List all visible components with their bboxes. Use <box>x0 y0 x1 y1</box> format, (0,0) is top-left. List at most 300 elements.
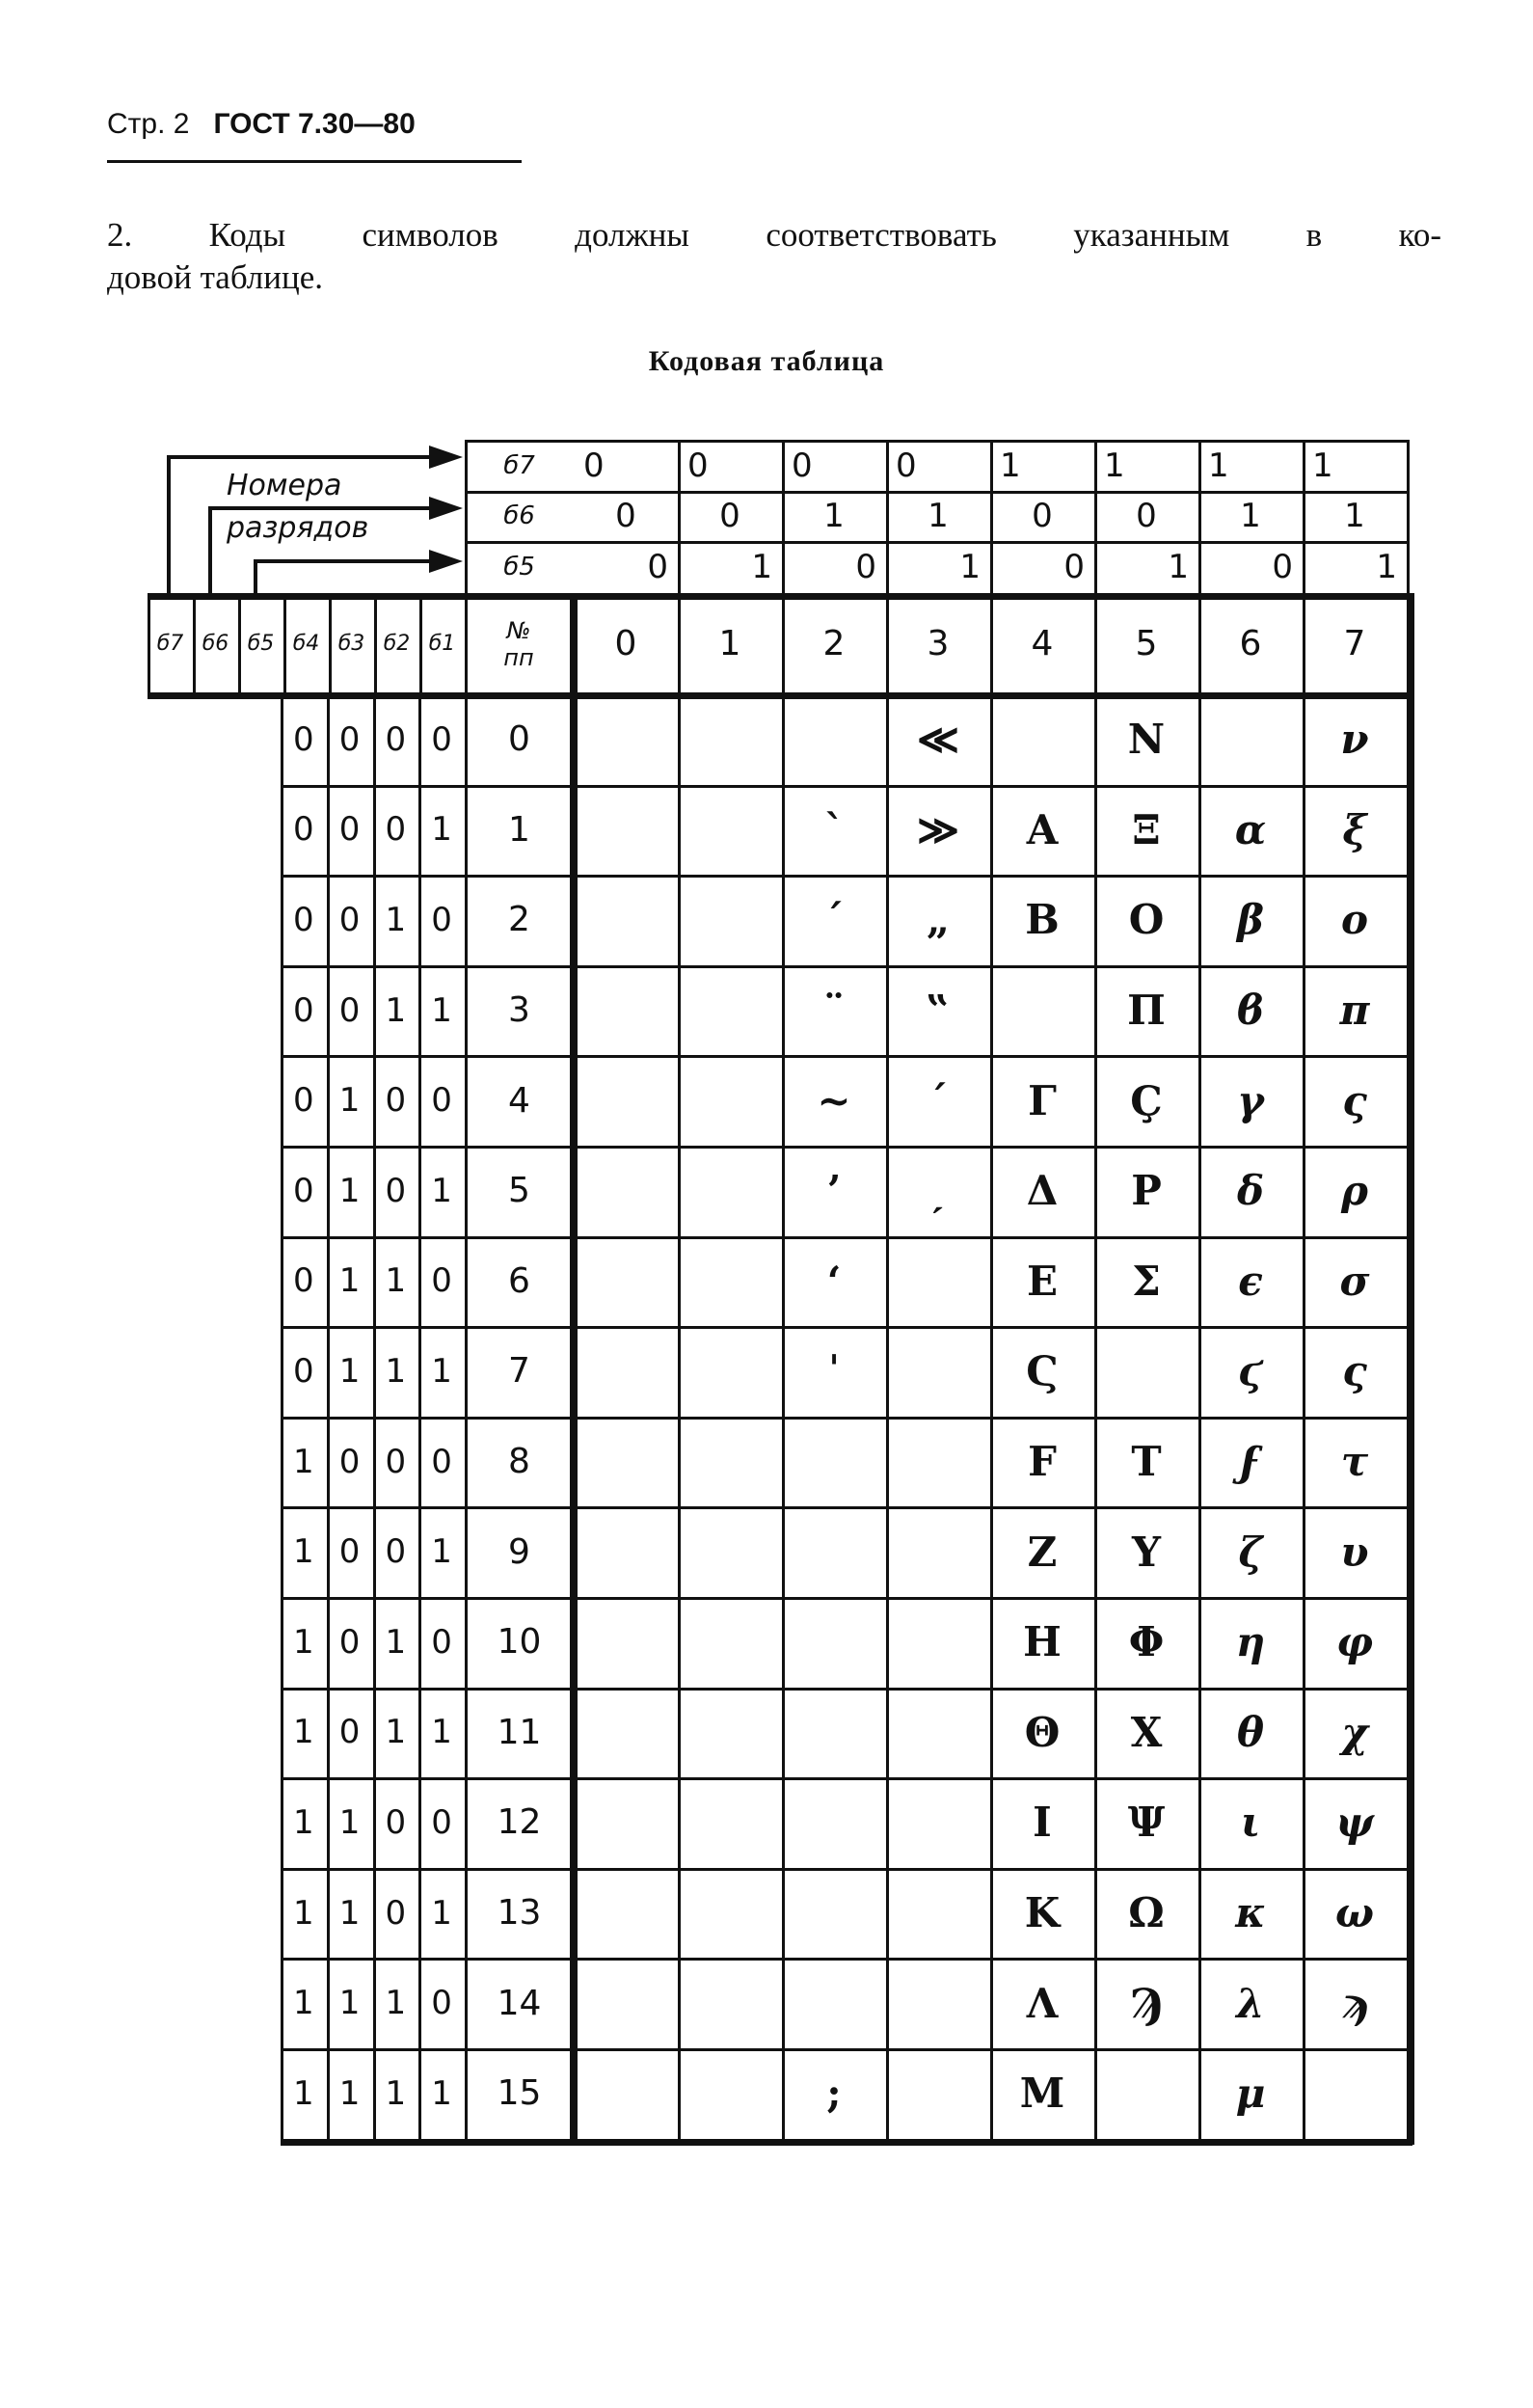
code-cell: ‘ <box>826 1257 842 1305</box>
bit-value-b5: 0 <box>1063 548 1085 586</box>
row-number: 12 <box>497 1802 542 1843</box>
code-cell: Ο <box>1128 896 1165 944</box>
row-number: 3 <box>508 990 530 1031</box>
grid-line <box>990 440 993 2139</box>
grid-line <box>148 593 1412 600</box>
code-cell: ς <box>1342 1076 1367 1124</box>
row-bit: 0 <box>385 1893 407 1933</box>
row-bit: 1 <box>293 1442 314 1481</box>
bit-value-b5: 0 <box>647 548 668 586</box>
code-cell <box>678 1868 782 1959</box>
row-bit: 1 <box>431 1532 452 1572</box>
code-cell <box>678 1506 782 1597</box>
code-cell: Χ <box>1130 1708 1163 1756</box>
row-bit: 1 <box>293 1713 314 1752</box>
code-cell: ~ <box>817 1076 851 1124</box>
code-cell: ς <box>1342 1347 1367 1395</box>
row-bit: 1 <box>431 1351 452 1391</box>
code-cell: Θ <box>1024 1708 1061 1756</box>
code-cell: υ <box>1340 1528 1369 1576</box>
code-cell <box>886 1236 990 1327</box>
column-header: 4 <box>1031 624 1054 663</box>
code-cell: ϛ <box>1238 1347 1263 1395</box>
grid-line <box>281 1236 1407 1239</box>
bit-value-b5: 1 <box>751 548 772 586</box>
code-cell: Μ <box>1019 2070 1065 2118</box>
row-bit: 1 <box>293 1984 314 2023</box>
grid-line <box>281 1958 1407 1961</box>
code-cell: ο <box>1340 896 1368 944</box>
row-bit: 0 <box>293 900 314 939</box>
grid-line <box>281 1688 1407 1691</box>
row-bit: 1 <box>431 1713 452 1752</box>
code-cell <box>782 1597 886 1688</box>
bit-label-b7: б7 <box>503 450 535 480</box>
row-bit: 0 <box>431 1984 452 2023</box>
row-bit: 1 <box>293 1893 314 1933</box>
code-cell <box>574 1417 678 1507</box>
row-number: 8 <box>508 1442 530 1482</box>
code-cell <box>886 1868 990 1959</box>
row-bit: 1 <box>385 2073 407 2113</box>
row-bit: 1 <box>293 1622 314 1662</box>
row-bit: 1 <box>293 1532 314 1572</box>
row-bit: 0 <box>385 1442 407 1481</box>
grid-line <box>465 440 468 2145</box>
column-header: 0 <box>614 624 637 663</box>
row-bit: 1 <box>431 810 452 850</box>
row-bit: 0 <box>293 990 314 1030</box>
row-bit: 0 <box>338 719 361 759</box>
row-bit: 1 <box>385 1984 407 2023</box>
row-number: 0 <box>508 719 530 760</box>
grid-line <box>465 541 1407 544</box>
row-bit: 0 <box>385 719 407 759</box>
code-cell: „ <box>926 896 951 944</box>
column-header: 7 <box>1343 624 1366 663</box>
code-cell <box>782 1868 886 1959</box>
code-cell: Ϡ <box>1130 1979 1163 2027</box>
legend-line-2: разрядов <box>227 511 369 545</box>
grid-line <box>418 694 421 2139</box>
standard-number: ГОСТ 7.30—80 <box>213 108 416 140</box>
code-cell: F <box>1028 1438 1057 1486</box>
row-bit: 0 <box>385 810 407 850</box>
row-bit: 0 <box>431 1442 452 1481</box>
row-bit: 1 <box>338 2073 361 2113</box>
row-bit: 0 <box>431 1802 452 1842</box>
bit-value-b5: 1 <box>959 548 981 586</box>
code-cell: Ε <box>1026 1257 1058 1305</box>
bit-value-b7: 0 <box>792 446 813 485</box>
grid-line <box>281 2139 1412 2146</box>
row-bit: 1 <box>338 1802 361 1842</box>
code-cell: Ι <box>1033 1799 1052 1847</box>
code-cell: Φ <box>1128 1618 1165 1666</box>
row-bit: 0 <box>385 1171 407 1210</box>
row-bit: 0 <box>293 1081 314 1121</box>
code-cell: Η <box>1023 1618 1062 1666</box>
code-cell: τ <box>1340 1438 1369 1486</box>
code-cell: ; <box>826 2070 842 2118</box>
grid-line <box>329 593 332 697</box>
code-cell <box>782 1417 886 1507</box>
code-cell <box>678 1417 782 1507</box>
code-cell: Ç <box>1130 1076 1163 1124</box>
row-bit: 0 <box>385 1802 407 1842</box>
code-cell <box>886 1326 990 1417</box>
row-bit: 1 <box>385 1713 407 1752</box>
code-cell: β <box>1237 896 1264 944</box>
grid-line <box>281 1417 1407 1420</box>
grid-line <box>281 785 1407 788</box>
code-cell: ≫ <box>917 805 959 853</box>
code-cell: ˊ <box>928 1076 949 1124</box>
header-bit-b2: б2 <box>383 632 411 656</box>
grid-line <box>570 593 578 2145</box>
grid-line <box>1407 593 1414 2145</box>
code-cell <box>678 1777 782 1868</box>
code-cell <box>678 965 782 1056</box>
row-bit: 1 <box>431 2073 452 2113</box>
column-header: 3 <box>927 624 950 663</box>
bit-value-b6: 1 <box>928 497 949 535</box>
code-cell: α <box>1234 805 1267 853</box>
grid-line <box>238 593 241 697</box>
code-cell: κ <box>1235 1889 1266 1937</box>
code-cell <box>1303 2048 1407 2139</box>
code-cell <box>990 965 1094 1056</box>
code-cell <box>678 1597 782 1688</box>
row-number: 4 <box>508 1080 530 1121</box>
code-cell <box>886 1506 990 1597</box>
grid-line <box>281 1597 1407 1600</box>
row-bit: 0 <box>431 719 452 759</box>
code-cell: μ <box>1235 2070 1266 2118</box>
code-cell: ˈ <box>828 1347 840 1395</box>
row-bit: 1 <box>431 990 452 1030</box>
column-header: 6 <box>1239 624 1262 663</box>
code-cell <box>574 1146 678 1236</box>
code-cell: ω <box>1335 1889 1374 1937</box>
row-number: 2 <box>508 900 530 940</box>
grid-line <box>1198 440 1201 2139</box>
grid-line <box>281 1506 1407 1509</box>
row-bit: 0 <box>338 1532 361 1572</box>
grid-line <box>419 593 422 697</box>
row-bit: 0 <box>431 1261 452 1301</box>
bit-value-b7: 1 <box>1208 446 1229 485</box>
grid-line <box>327 694 330 2139</box>
code-cell: ≪ <box>917 716 959 764</box>
grid-line <box>148 692 1412 699</box>
paragraph-line-2: довой таблице. <box>107 258 323 296</box>
bit-value-b7: 0 <box>583 446 605 485</box>
row-bit: 1 <box>338 1261 361 1301</box>
code-cell: Ρ <box>1131 1167 1162 1215</box>
code-cell: ν <box>1340 716 1369 764</box>
code-cell: γ <box>1237 1076 1264 1124</box>
bit-value-b7: 1 <box>1312 446 1333 485</box>
row-bit: 0 <box>385 1081 407 1121</box>
code-cell: Δ <box>1026 1167 1059 1215</box>
code-cell <box>574 1777 678 1868</box>
code-cell: Ξ <box>1132 805 1161 853</box>
grid-line <box>1407 440 1410 594</box>
bit-value-b5: 0 <box>855 548 876 586</box>
row-bit: 1 <box>293 1802 314 1842</box>
arrowhead-icon <box>429 446 463 469</box>
row-bit: 0 <box>431 900 452 939</box>
grid-line <box>1094 440 1097 2139</box>
row-bit: 0 <box>338 1622 361 1662</box>
grid-line <box>148 593 150 697</box>
row-bit: 1 <box>385 900 407 939</box>
row-bit: 1 <box>385 1261 407 1301</box>
bit-value-b6: 0 <box>719 497 740 535</box>
code-cell <box>574 1868 678 1959</box>
code-cell: ϐ <box>1236 987 1264 1035</box>
code-cell <box>574 1688 678 1778</box>
code-cell: Ν <box>1127 716 1166 764</box>
code-cell: λ <box>1236 1979 1265 2027</box>
code-cell <box>574 1055 678 1146</box>
code-cell: Υ <box>1132 1528 1161 1576</box>
row-number: 13 <box>497 1893 542 1934</box>
code-cell: Ϛ <box>1026 1347 1059 1395</box>
bit-value-b7: 0 <box>896 446 917 485</box>
row-bit: 0 <box>338 1713 361 1752</box>
code-cell: ϝ <box>1239 1438 1262 1486</box>
code-cell: η <box>1235 1618 1266 1666</box>
row-bit: 0 <box>431 1081 452 1121</box>
code-cell <box>886 2048 990 2139</box>
code-cell: ψ <box>1335 1799 1374 1847</box>
code-cell: ˊ <box>823 896 845 944</box>
row-bit: 1 <box>431 1171 452 1210</box>
bit-value-b7: 0 <box>687 446 709 485</box>
code-cell: ’ <box>826 1167 842 1215</box>
bit-value-b6: 1 <box>823 497 845 535</box>
row-bit: 0 <box>338 1442 361 1481</box>
legend-line-1: Номера <box>227 469 342 502</box>
row-bit: 1 <box>385 1622 407 1662</box>
arrowhead-icon <box>429 497 463 520</box>
grid-line <box>193 593 196 697</box>
code-cell <box>678 1055 782 1146</box>
header-bit-b1: б1 <box>428 632 456 656</box>
row-bit: 0 <box>338 990 361 1030</box>
row-bit: 0 <box>293 1171 314 1210</box>
code-cell <box>782 1688 886 1778</box>
code-cell <box>886 1417 990 1507</box>
grid-line <box>281 1777 1407 1780</box>
code-cell <box>782 694 886 785</box>
column-header: 5 <box>1135 624 1158 663</box>
row-number: 15 <box>497 2073 542 2114</box>
code-cell <box>574 1506 678 1597</box>
row-bit: 0 <box>293 810 314 850</box>
code-cell: ‟ <box>926 987 951 1035</box>
code-cell: Π <box>1127 987 1166 1035</box>
row-bit: 0 <box>338 810 361 850</box>
grid-line <box>281 1868 1407 1871</box>
paragraph-line-1: 2. Коды символов должны соответствовать указанным в ко- <box>107 216 1441 254</box>
grid-line <box>465 440 1407 443</box>
code-cell <box>574 875 678 965</box>
code-cell <box>678 1146 782 1236</box>
arrow-b6 <box>210 508 429 600</box>
code-cell <box>574 1326 678 1417</box>
grid-line <box>281 1326 1407 1329</box>
code-cell: δ <box>1236 1167 1264 1215</box>
row-bit: 1 <box>385 990 407 1030</box>
row-bit: 1 <box>338 1351 361 1391</box>
code-cell <box>678 1958 782 2048</box>
row-bit: 0 <box>293 1261 314 1301</box>
row-number: 14 <box>497 1983 542 2023</box>
row-bit: 1 <box>431 1893 452 1933</box>
row-bit: 0 <box>385 1532 407 1572</box>
code-cell <box>678 1326 782 1417</box>
code-cell <box>678 1236 782 1327</box>
bit-value-b7: 1 <box>1000 446 1021 485</box>
header-bit-b6: б6 <box>202 632 229 656</box>
code-cell <box>678 875 782 965</box>
table-title: Кодовая таблица <box>648 345 885 377</box>
code-cell <box>886 1688 990 1778</box>
code-cell: Τ <box>1131 1438 1162 1486</box>
code-cell: Γ <box>1028 1076 1057 1124</box>
bit-value-b6: 0 <box>1032 497 1053 535</box>
row-bit: 1 <box>385 1351 407 1391</box>
grid-line <box>283 593 286 697</box>
row-bit: 1 <box>338 1171 361 1210</box>
code-cell <box>782 1506 886 1597</box>
grid-line <box>373 694 376 2139</box>
bit-label-b5: б5 <box>503 553 535 582</box>
code-cell: ϡ <box>1340 1979 1368 2027</box>
row-bit: 0 <box>293 1351 314 1391</box>
row-number: 6 <box>508 1260 530 1301</box>
code-cell: ι <box>1240 1799 1261 1847</box>
row-number: 9 <box>508 1531 530 1572</box>
grid-line <box>1303 440 1305 2139</box>
code-cell: θ <box>1236 1708 1264 1756</box>
code-cell <box>782 1958 886 2048</box>
number-header: № пп <box>503 616 534 671</box>
code-cell <box>886 1597 990 1688</box>
code-cell: Σ <box>1132 1257 1161 1305</box>
code-cell <box>574 694 678 785</box>
header-bit-b5: б5 <box>247 632 275 656</box>
row-number: 10 <box>497 1622 542 1663</box>
code-cell: Β <box>1025 896 1060 944</box>
row-number: 11 <box>497 1712 542 1752</box>
code-cell <box>1198 694 1303 785</box>
code-cell <box>886 1777 990 1868</box>
code-cell: Ω <box>1128 1889 1165 1937</box>
grid-line <box>281 1146 1407 1149</box>
row-bit: 1 <box>338 1893 361 1933</box>
code-cell: ζ <box>1238 1528 1263 1576</box>
code-cell <box>678 694 782 785</box>
header-bit-b3: б3 <box>337 632 365 656</box>
code-cell <box>782 1777 886 1868</box>
code-cell <box>574 1236 678 1327</box>
grid-line <box>374 593 377 697</box>
code-cell: ¨ <box>823 987 845 1035</box>
grid-line <box>678 440 681 2139</box>
code-cell <box>574 2048 678 2139</box>
bit-value-b6: 1 <box>1344 497 1365 535</box>
bit-value-b5: 0 <box>1272 548 1293 586</box>
code-cell <box>678 1688 782 1778</box>
grid-line <box>281 2048 1407 2051</box>
code-cell: ˋ <box>823 805 845 853</box>
grid-line <box>782 440 785 2139</box>
grid-line <box>281 965 1407 968</box>
arrow-b7 <box>169 457 429 600</box>
grid-line <box>465 491 1407 494</box>
code-cell <box>1094 1326 1198 1417</box>
code-cell <box>886 1958 990 2048</box>
code-cell: Ζ <box>1027 1528 1058 1576</box>
bit-value-b6: 1 <box>1240 497 1261 535</box>
code-cell: Ψ <box>1127 1799 1166 1847</box>
code-cell: ρ <box>1341 1167 1368 1215</box>
grid-line <box>886 440 889 2139</box>
grid-line <box>281 694 283 2139</box>
column-header: 1 <box>718 624 741 663</box>
row-bit: 1 <box>293 2073 314 2113</box>
row-bit: 0 <box>431 1622 452 1662</box>
page-number: Стр. 2 <box>107 108 190 140</box>
code-cell <box>678 2048 782 2139</box>
row-bit: 1 <box>338 1081 361 1121</box>
row-number: 1 <box>508 809 530 850</box>
bit-value-b5: 1 <box>1376 548 1397 586</box>
code-cell <box>574 1958 678 2048</box>
header-bit-b7: б7 <box>156 632 184 656</box>
code-cell: ξ <box>1342 805 1367 853</box>
code-cell: Α <box>1026 805 1059 853</box>
code-cell: ˏ <box>931 1166 945 1214</box>
grid-line <box>281 1055 1407 1058</box>
row-bit: 0 <box>293 719 314 759</box>
row-number: 7 <box>508 1351 530 1392</box>
grid-line <box>281 875 1407 878</box>
row-number: 5 <box>508 1171 530 1211</box>
code-cell: χ <box>1341 1708 1368 1756</box>
code-cell <box>1094 2048 1198 2139</box>
code-cell: ϵ <box>1238 1257 1263 1305</box>
code-cell <box>678 785 782 876</box>
column-header: 2 <box>822 624 846 663</box>
code-cell: Λ <box>1026 1979 1059 2027</box>
bit-value-b7: 1 <box>1104 446 1125 485</box>
code-cell: π <box>1339 987 1370 1035</box>
code-cell <box>574 965 678 1056</box>
arrowhead-icon <box>429 550 463 573</box>
code-cell: σ <box>1339 1257 1370 1305</box>
row-bit: 0 <box>338 900 361 939</box>
code-cell: Κ <box>1024 1889 1061 1937</box>
code-cell: φ <box>1335 1618 1373 1666</box>
row-bit: 1 <box>338 1984 361 2023</box>
header-bit-b4: б4 <box>292 632 320 656</box>
bit-value-b6: 0 <box>1136 497 1157 535</box>
